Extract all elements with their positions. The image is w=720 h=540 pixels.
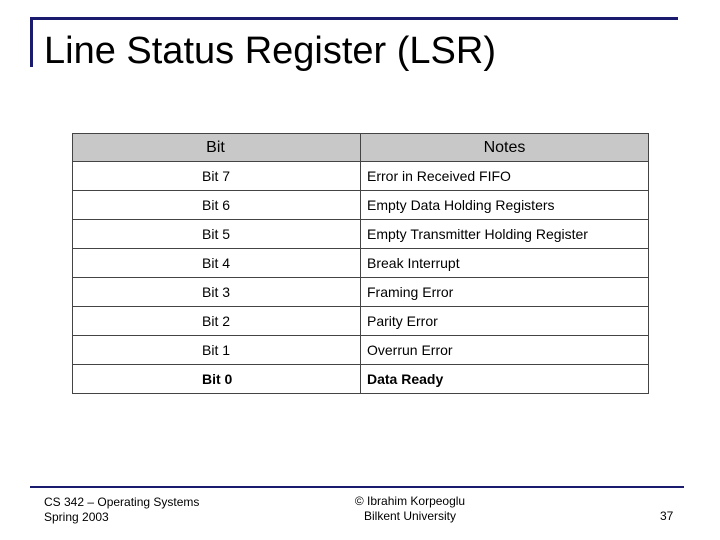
footer-university: Bilkent University [363, 509, 457, 523]
note-cell: Empty Transmitter Holding Register [361, 220, 649, 249]
bit-cell: Bit 6 [73, 191, 361, 220]
page-number: 37 [660, 509, 674, 523]
note-cell: Break Interrupt [361, 249, 649, 278]
note-cell: Empty Data Holding Registers [361, 191, 649, 220]
bit-cell: Bit 5 [73, 220, 361, 249]
table-row [73, 191, 649, 220]
footer-rule [30, 486, 684, 488]
footer-course [44, 495, 199, 525]
footer-author [330, 494, 490, 524]
footer-course-name: CS 342 – Operating Systems [44, 495, 200, 509]
lsr-table [72, 133, 649, 394]
table-row [73, 220, 649, 249]
table-row [73, 278, 649, 307]
bit-cell: Bit 7 [73, 162, 361, 191]
bit-cell: Bit 0 [73, 365, 361, 394]
table-row [73, 307, 649, 336]
table-row [73, 249, 649, 278]
note-cell: Parity Error [361, 307, 649, 336]
table-row [73, 365, 649, 394]
note-cell: Framing Error [361, 278, 649, 307]
title-rule-horizontal [30, 17, 678, 20]
header-bit [73, 134, 361, 162]
note-cell: Data Ready [361, 365, 649, 394]
note-cell: Overrun Error [361, 336, 649, 365]
footer-copyright: © Ibrahim Korpeoglu [354, 494, 466, 508]
bit-cell: Bit 3 [73, 278, 361, 307]
bit-cell: Bit 1 [73, 336, 361, 365]
table-header-row [73, 134, 649, 162]
bit-cell: Bit 2 [73, 307, 361, 336]
header-bit-label: Bit [206, 138, 225, 156]
title-rule-vertical [30, 17, 33, 67]
note-cell: Error in Received FIFO [361, 162, 649, 191]
table-row [73, 162, 649, 191]
bit-cell: Bit 4 [73, 249, 361, 278]
table-row [73, 336, 649, 365]
slide-title: Line Status Register (LSR) [44, 30, 496, 72]
header-notes: Notes [361, 134, 649, 162]
footer-semester: Spring 2003 [44, 510, 109, 524]
